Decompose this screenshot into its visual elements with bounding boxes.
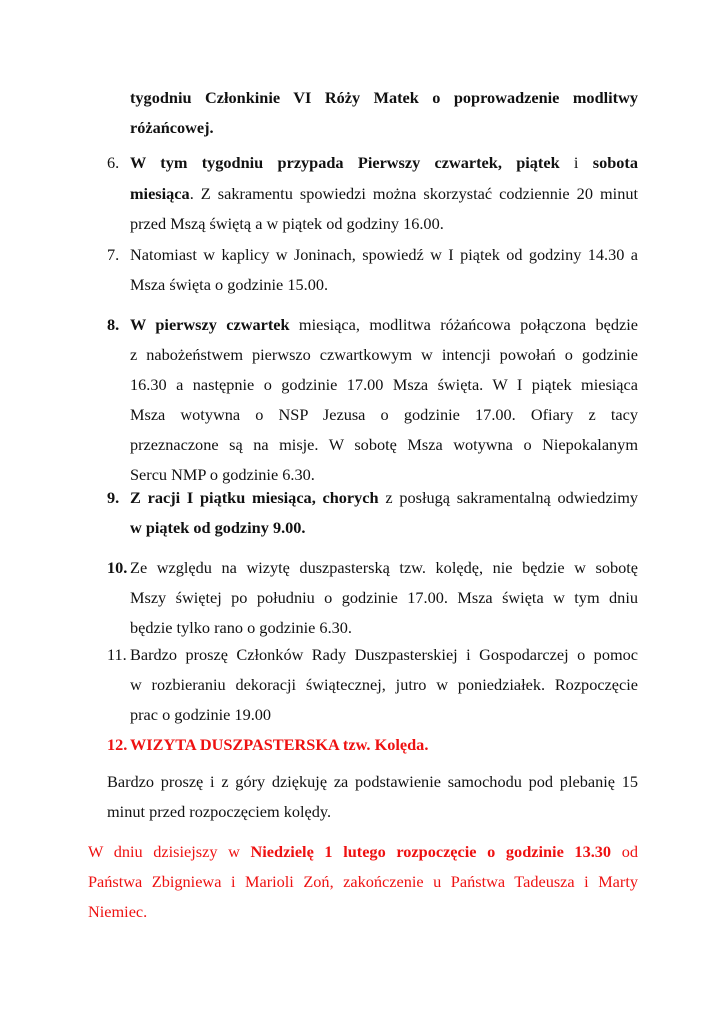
item11-number: 11. <box>107 645 127 664</box>
item11-line2: w rozbieraniu dekoracji świątecznej, jutro w poniedziałek. Rozpoczęcie <box>130 675 638 694</box>
item6-conj: i <box>559 153 593 172</box>
item9-line1-rest: z posługą sakramentalną odwiedzimy <box>378 488 638 507</box>
item10-line2: Mszy świętej po południu o godzinie 17.00. Msza święta w tym dniu <box>130 588 638 607</box>
notice-bold-date: Niedzielę 1 lutego rozpoczęcie o godzinie 13.30 <box>250 842 612 861</box>
item12-paragraph-line2: minut przed rozpoczęciem kolędy. <box>107 802 332 821</box>
item12-number: 12. <box>107 735 128 754</box>
item9-line1 <box>130 487 638 509</box>
item9-number: 9. <box>107 488 120 507</box>
notice-line1 <box>88 841 638 863</box>
item8-line1-rest: miesiąca, modlitwa różańcowa połączona będzie <box>289 315 638 334</box>
item7-number: 7. <box>107 245 120 264</box>
item5-line2: różańcowej. <box>130 118 214 137</box>
item8-line3: 16.30 a następnie o godzinie 17.00 Msza święta. W I piątek miesiąca <box>130 375 638 394</box>
item8-number: 8. <box>107 315 120 334</box>
item9-line2: w piątek od godziny 9.00. <box>130 518 306 537</box>
item10-number: 10. <box>107 558 128 577</box>
item8-line2: z nabożeństwem pierwszo czwartkowym w intencji powołań o godzinie <box>130 345 638 364</box>
item8-line4: Msza wotywna o NSP Jezusa o godzinie 17.00. Ofiary z tacy <box>130 405 638 424</box>
notice-line3: Niemiec. <box>88 902 148 921</box>
item8-line6: Sercu NMP o godzinie 6.30. <box>130 465 315 484</box>
item7-line2: Msza święta o godzinie 15.00. <box>130 275 329 294</box>
item6-bold2: sobota <box>592 153 638 172</box>
item7-line1: Natomiast w kaplicy w Joninach, spowiedź w I piątek od godziny 14.30 a <box>130 245 638 264</box>
item11-line1: Bardzo proszę Członków Rady Duszpasterskiej i Gospodarczej o pomoc <box>130 645 638 664</box>
item6-line3: przed Mszą świętą a w piątek od godziny 16.00. <box>130 214 444 233</box>
item10-line1: Ze względu na wizytę duszpasterską tzw. kolędę, nie będzie w sobotę <box>130 558 638 577</box>
item8-bold: W pierwszy czwartek <box>130 315 290 334</box>
item11-line3: prac o godzinie 19.00 <box>130 705 272 724</box>
item6-line2 <box>130 183 638 205</box>
notice-line2: Państwa Zbigniewa i Marioli Zoń, zakończenie u Państwa Tadeusza i Marty <box>88 872 638 891</box>
item12-paragraph-line1: Bardzo proszę i z góry dziękuję za podstawienie samochodu pod plebanię 15 <box>107 772 638 791</box>
item6-number: 6. <box>107 153 120 172</box>
item6-line1 <box>130 152 638 174</box>
item8-line5: przeznaczone są na misje. W sobotę Msza wotywna o Niepokalanym <box>130 435 638 454</box>
item6-bold: W tym tygodniu przypada Pierwszy czwartek, piątek <box>130 153 560 172</box>
notice-intro: W dniu dzisiejszy w <box>88 842 251 861</box>
item10-line3: będzie tylko rano o godzinie 6.30. <box>130 618 352 637</box>
item9-bold: Z racji I piątku miesiąca, chorych <box>130 488 379 507</box>
notice-from: od <box>611 842 638 861</box>
item12-title: WIZYTA DUSZPASTERSKA tzw. Kolęda. <box>130 735 429 754</box>
item6-line2-rest: . Z sakramentu spowiedzi można skorzystać codziennie 20 minut <box>189 184 638 203</box>
item5-line1: tygodniu Członkinie VI Róży Matek o poprowadzenie modlitwy <box>130 88 638 107</box>
item8-line1 <box>130 314 638 336</box>
item6-line2-bold: miesiąca <box>130 184 190 203</box>
